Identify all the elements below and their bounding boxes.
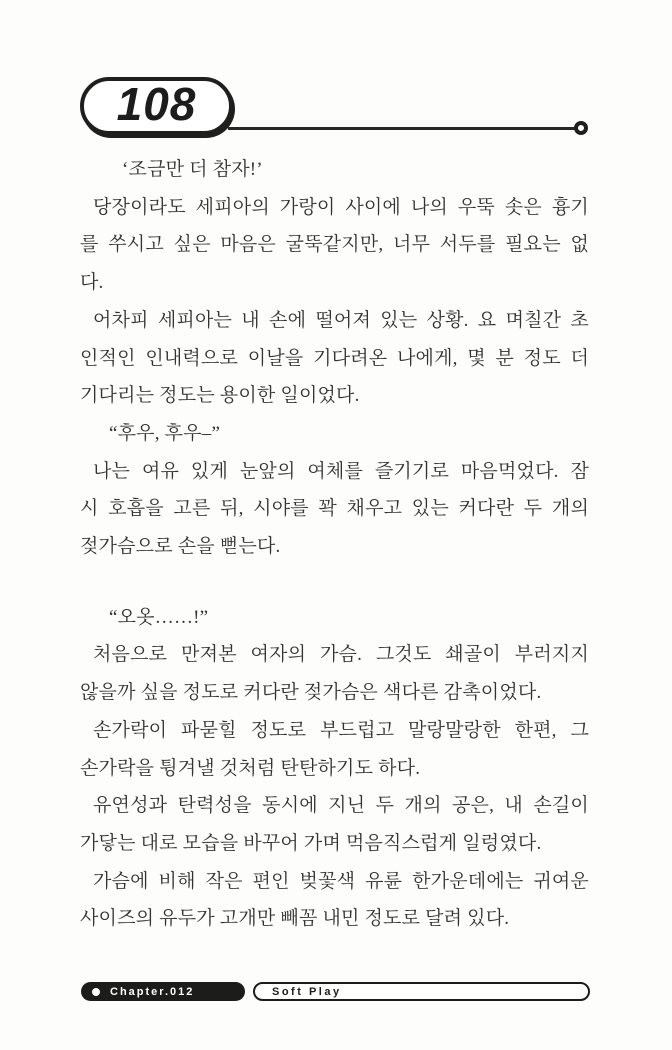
text-line: 당장이라도 세피아의 가랑이 사이에 나의 우뚝 솟은 흉기 (93, 196, 589, 218)
text-line: 손가락을 튕겨낼 것처럼 탄탄하기도 하다. (80, 757, 421, 779)
text-line: 가슴에 비해 작은 편인 벚꽃색 유륜 한가운데에는 귀여운 (93, 870, 589, 892)
page-number-badge (80, 77, 233, 135)
chapter-label: Chapter.012 (110, 985, 195, 998)
header-rule (228, 127, 576, 130)
text-line: “오옷……!” (109, 606, 209, 628)
section-title-label: Soft Play (272, 985, 342, 998)
chapter-badge (81, 982, 245, 1001)
text-line: 젖가슴으로 손을 뻗는다. (80, 536, 281, 558)
text-line: 어차피 세피아는 내 손에 떨어져 있는 상황. 요 며칠간 초 (93, 309, 589, 331)
text-line: 시 호흡을 고른 뒤, 시야를 꽉 채우고 있는 커다란 두 개의 (80, 498, 589, 520)
page-number: 108 (116, 78, 197, 130)
bullet-dot-icon (92, 988, 100, 996)
text-line: 유연성과 탄력성을 동시에 지닌 두 개의 공은, 내 손길이 (93, 795, 589, 817)
text-line: 를 쑤시고 싶은 마음은 굴뚝같지만, 너무 서두를 필요는 없 (80, 234, 589, 256)
header-rule-end-ring-icon (574, 121, 588, 135)
paragraph-gap (80, 566, 589, 599)
section-title-badge (253, 982, 590, 1001)
text-line: ‘조금만 더 참자!’ (122, 159, 263, 180)
text-line: 인적인 인내력으로 이날을 기다려온 나에게, 몇 분 정도 더 (80, 347, 589, 369)
text-line: 나는 여유 있게 눈앞의 여체를 즐기기로 마음먹었다. 잠 (93, 460, 589, 482)
text-line: 처음으로 만져본 여자의 가슴. 그것도 쇄골이 부러지지 (93, 644, 589, 666)
text-line: 다. (80, 272, 104, 294)
text-line: “후우, 후우–” (109, 422, 221, 444)
text-line: 않을까 싶을 정도로 커다란 젖가슴은 색다른 감촉이었다. (80, 682, 542, 704)
text-line: 기다리는 정도는 용이한 일이었다. (80, 385, 360, 407)
text-line: 가닿는 대로 모습을 바꾸어 가며 먹음직스럽게 일렁였다. (80, 832, 542, 854)
body-text (80, 151, 589, 938)
text-line: 손가락이 파묻힐 정도로 부드럽고 말랑말랑한 한편, 그 (93, 719, 589, 741)
text-line: 사이즈의 유두가 고개만 빼꼼 내민 정도로 달려 있다. (80, 908, 510, 930)
